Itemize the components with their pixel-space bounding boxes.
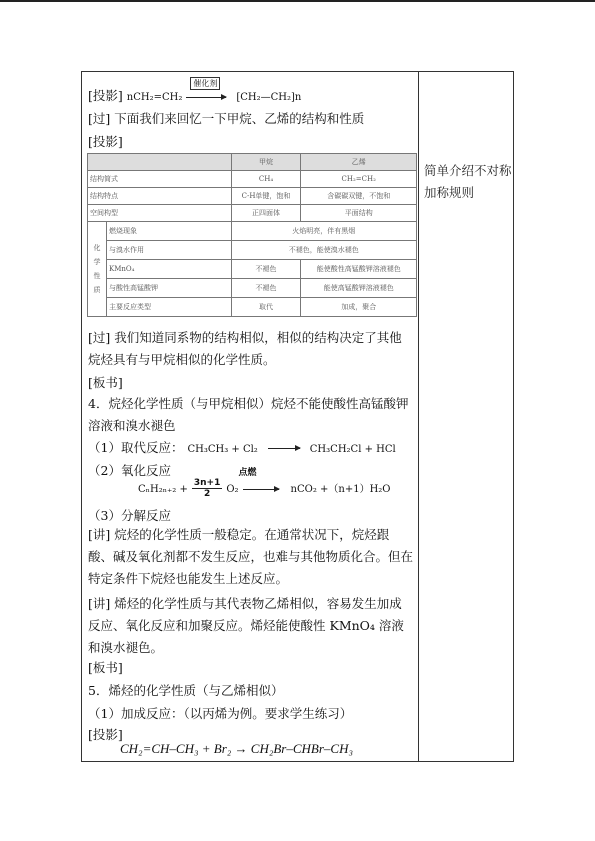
jiang-1: [讲] 烷烃的化学性质一般稳定。在通常状况下，烷烃跟酸、碱及氧化剂都不发生反应，也难与其他物质化合。但在特定条件下烷烃也能发生上述反应。 xyxy=(88,527,414,586)
table-cell: 火焰明亮，伴有黑烟 xyxy=(231,222,416,241)
table-row xyxy=(88,171,417,188)
table-row xyxy=(88,241,417,260)
table-cell: 与酸性高锰酸钾 xyxy=(107,279,232,298)
projection-tag: [投影] xyxy=(88,88,123,103)
combustion-products: nCO₂ +（n+1）H₂O xyxy=(290,484,391,495)
table-cell: 结构特点 xyxy=(88,188,232,205)
column-divider xyxy=(418,71,419,762)
reaction-3-label: （3）分解反应 xyxy=(88,508,171,523)
jiang-2: [讲] 烯烃的化学性质与其代表物乙烯相似，容易发生加成反应、氧化反应和加聚反应。烯烃能使酸性 KMnO₄ 溶液和溴水褪色。 xyxy=(88,596,404,655)
reaction-1-right: CH₃CH₂Cl + HCl xyxy=(309,444,396,455)
header-cell: 甲烷 xyxy=(231,154,301,171)
table-cell: 正四面体 xyxy=(231,205,301,222)
table-cell: 燃烧现象 xyxy=(107,222,232,241)
oxygen-coefficient: $\frac{3n+1}{2}$ xyxy=(193,478,221,499)
addition-reaction: （1）加成反应：（以丙烯为例。要求学生练习） xyxy=(88,706,353,721)
table-cell: 取代 xyxy=(231,298,301,317)
table-cell: 不褪色 xyxy=(231,260,301,279)
reaction-2 xyxy=(138,468,391,499)
ignite-label: 点燃 xyxy=(238,468,257,478)
table-header-row xyxy=(88,154,417,171)
header-cell xyxy=(88,154,232,171)
table-row xyxy=(88,298,417,317)
banshu-1: [板书] xyxy=(88,375,123,390)
banshu-2: [板书] xyxy=(88,660,123,675)
table-cell: 能使酸性高锰酸钾溶液褪色 xyxy=(301,260,417,279)
table-row xyxy=(88,222,417,241)
comparison-table xyxy=(87,153,417,317)
item-4: 4．烷烃化学性质（与甲烷相似）烷烃不能使酸性高锰酸钾溶液和溴水褪色 xyxy=(88,396,409,433)
poly-reactant: nCH₂=CH₂ xyxy=(126,92,183,103)
table-cell: 平面结构 xyxy=(301,205,417,222)
oxygen: O₂ xyxy=(226,484,239,495)
chem-props-label: 化 学 性 质 xyxy=(88,222,107,317)
table-cell: 与溴水作用 xyxy=(107,241,232,260)
projection-1 xyxy=(88,79,302,104)
reaction-1-label: （1）取代反应： xyxy=(88,440,184,455)
combustion-arrow xyxy=(238,468,287,496)
projection-2-tag: [投影] xyxy=(88,134,123,149)
projection-3-tag: [投影] xyxy=(88,727,123,742)
side-note: 简单介绍不对称加称规则 xyxy=(424,163,512,200)
poly-product: [CH₂—CH₂]n xyxy=(236,92,302,103)
reaction-2-label: （2）氧化反应 xyxy=(88,463,171,478)
item-5: 5．烯烃的化学性质（与乙烯相似） xyxy=(88,683,284,698)
table-row xyxy=(88,188,417,205)
header-cell: 乙烯 xyxy=(301,154,417,171)
guo-1: [过] 下面我们来回忆一下甲烷、乙烯的结构和性质 xyxy=(88,111,365,126)
table-row xyxy=(88,260,417,279)
table-cell: KMnO₄ xyxy=(107,260,232,279)
table-cell: CH₂=CH₂ xyxy=(301,171,417,188)
guo-2: [过] 我们知道同系物的结构相似，相似的结构决定了其他烷烃具有与甲烷相似的化学性质。 xyxy=(88,330,402,367)
table-cell: 能使高锰酸钾溶液褪色 xyxy=(301,279,417,298)
reaction-1-left: CH₃CH₃ + Cl₂ xyxy=(187,444,258,455)
table-cell: 不褪色，能使溴水褪色 xyxy=(231,241,416,260)
table-cell: 加成，聚合 xyxy=(301,298,417,317)
table-cell: C-H单键，饱和 xyxy=(231,188,301,205)
table-row xyxy=(88,279,417,298)
page-top-rule xyxy=(0,0,595,2)
bromination-equation: CH₂=CH–CH₃ + Br₂ → CH₂Br–CHBr–CH₃ xyxy=(120,741,353,756)
reaction-1 xyxy=(88,438,396,456)
table-row xyxy=(88,205,417,222)
poly-arrow xyxy=(186,79,232,104)
table-cell: 结构简式 xyxy=(88,171,232,188)
table-cell: CH₄ xyxy=(231,171,301,188)
table-cell: 主要反应类型 xyxy=(107,298,232,317)
catalyst-label: 催化剂 xyxy=(190,77,220,90)
table-cell: 空间构型 xyxy=(88,205,232,222)
table-cell: 含碳碳双键，不饱和 xyxy=(301,188,417,205)
alkane-formula: CₙH₂ₙ₊₂ + xyxy=(138,484,188,495)
table-cell: 不褪色 xyxy=(231,279,301,298)
